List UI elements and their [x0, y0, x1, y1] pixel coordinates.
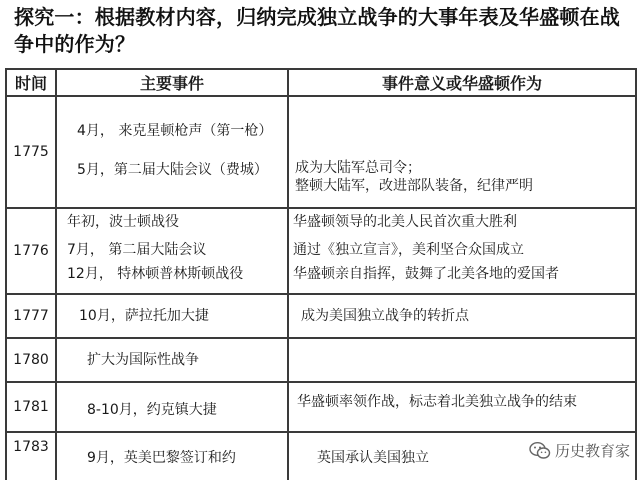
- year-cell: 1783: [6, 432, 56, 480]
- event-cell: [56, 432, 288, 480]
- year-cell: 1780: [6, 338, 56, 382]
- meaning-text: 通过《独立宣言》，美利坚合众国成立: [293, 242, 524, 258]
- meaning-cell: [288, 208, 636, 294]
- timeline-table: [5, 68, 637, 480]
- year-cell: 1775: [6, 96, 56, 208]
- meaning-text: 华盛顿领导的北美人民首次重大胜利: [293, 214, 517, 230]
- event-text: 8-10月，约克镇大捷: [87, 402, 217, 418]
- meaning-text: 英国承认美国独立: [317, 450, 429, 466]
- event-text: 9月，英美巴黎签订和约: [87, 450, 236, 466]
- meaning-text: 华盛顿亲自指挥，鼓舞了北美各地的爱国者: [293, 266, 559, 282]
- table-row: [6, 208, 636, 294]
- event-text: 年初，波士顿战役: [67, 214, 179, 230]
- year-cell: 1781: [6, 382, 56, 432]
- year-cell: 1776: [6, 208, 56, 294]
- event-text: 12月， 特林顿普林斯顿战役: [67, 266, 244, 282]
- meaning-text: 成为美国独立战争的转折点: [301, 308, 469, 324]
- header-meaning: 事件意义或华盛顿作为: [288, 69, 636, 96]
- header-time: 时间: [6, 69, 56, 96]
- table-row: [6, 338, 636, 382]
- event-cell: [56, 338, 288, 382]
- table-header-row: [6, 69, 636, 96]
- page-title: 探究一：根据教材内容，归纳完成独立战争的大事年表及华盛顿在战争中的作为？: [14, 5, 620, 56]
- table-row: [6, 294, 636, 338]
- event-cell: [56, 382, 288, 432]
- meaning-cell: [288, 382, 636, 432]
- meaning-text: 成为大陆军总司令；: [295, 160, 421, 176]
- meaning-cell: [288, 338, 636, 382]
- wechat-icon: [529, 441, 551, 461]
- event-text: 7月， 第二届大陆会议: [67, 242, 207, 258]
- event-text: 扩大为国际性战争: [87, 352, 199, 368]
- event-cell: [56, 96, 288, 208]
- table-row: [6, 96, 636, 208]
- watermark-text: 历史教育家: [554, 442, 630, 460]
- meaning-text: 整顿大陆军，改进部队装备，纪律严明: [295, 178, 533, 194]
- meaning-cell: [288, 96, 636, 208]
- header-event: 主要事件: [56, 69, 288, 96]
- event-cell: [56, 208, 288, 294]
- meaning-cell: [288, 294, 636, 338]
- event-text: 4月， 来克星顿枪声（第一枪）: [77, 123, 273, 139]
- meaning-text: 华盛顿率领作战，标志着北美独立战争的结束: [297, 394, 577, 410]
- watermark: [529, 440, 630, 461]
- event-text: 5月，第二届大陆会议（费城）: [77, 162, 268, 178]
- event-cell: [56, 294, 288, 338]
- year-cell: 1777: [6, 294, 56, 338]
- event-text: 10月，萨拉托加大捷: [79, 308, 209, 324]
- table-row: [6, 382, 636, 432]
